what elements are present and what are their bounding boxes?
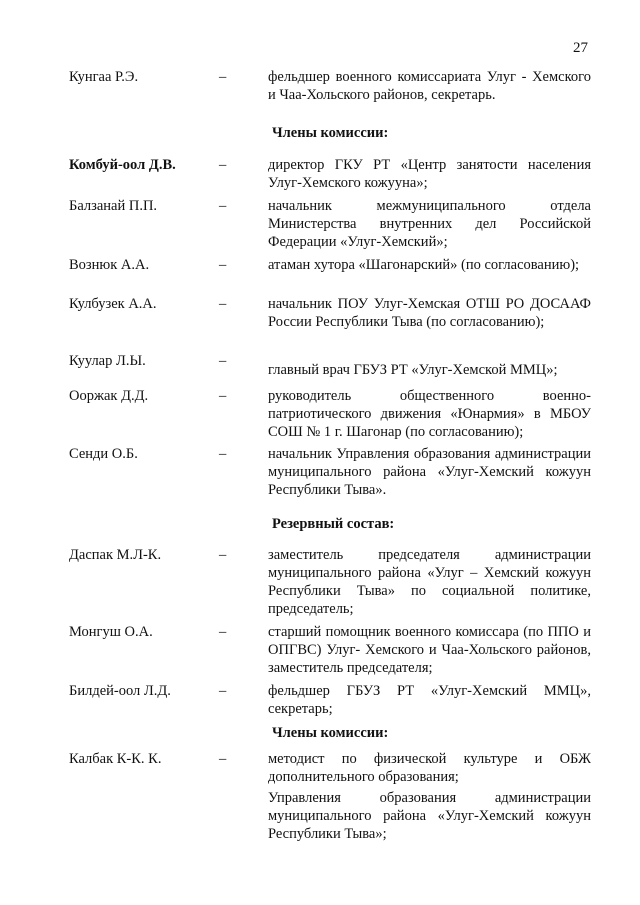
dash-separator: – bbox=[219, 683, 227, 699]
dash-separator: – bbox=[219, 296, 227, 312]
member-name: Кунгаа Р.Э. bbox=[69, 69, 139, 85]
dash-separator: – bbox=[219, 388, 227, 404]
member-position: старший помощник военного комиссара (по ППО и ОПГВС) Улуг- Хемского и Чаа-Хольского районов, заместитель председателя; bbox=[268, 624, 591, 676]
member-name: Билдей-оол Л.Д. bbox=[69, 683, 171, 699]
dash-separator: – bbox=[219, 198, 227, 214]
member-name: Комбуй-оол Д.В. bbox=[69, 157, 176, 173]
page-number: 27 bbox=[573, 40, 588, 56]
member-position: директор ГКУ РТ «Центр занятости населения Улуг-Хемского кожууна»; bbox=[268, 157, 591, 191]
member-position: начальник межмуниципального отдела Министерства внутренних дел Российской Федерации «Улуг-Хемский»; bbox=[268, 198, 591, 250]
member-position: главный врач ГБУЗ РТ «Улуг-Хемской ММЦ»; bbox=[268, 362, 558, 378]
dash-separator: – bbox=[219, 624, 227, 640]
member-name: Куулар Л.Ы. bbox=[69, 353, 146, 369]
member-position: Управления образования администрации муниципального района «Улуг-Хемский кожуун Республики Тыва»; bbox=[268, 790, 591, 842]
member-position: методист по физической культуре и ОБЖ дополнительного образования; bbox=[268, 751, 591, 785]
dash-separator: – bbox=[219, 751, 227, 767]
member-name: Кулбузек А.А. bbox=[69, 296, 157, 312]
member-position: заместитель председателя администрации муниципального района «Улуг – Хемский кожуун Республики Тыва» по социальной политике, председатель; bbox=[268, 547, 591, 617]
member-name: Калбак К-К. К. bbox=[69, 751, 162, 767]
member-name: Балзанай П.П. bbox=[69, 198, 158, 214]
section-heading-members: Члены комиссии: bbox=[272, 125, 389, 141]
member-name: Вознюк А.А. bbox=[69, 257, 150, 273]
section-heading-reserve: Резервный состав: bbox=[272, 516, 395, 532]
dash-separator: – bbox=[219, 446, 227, 462]
member-name: Сенди О.Б. bbox=[69, 446, 138, 462]
dash-separator: – bbox=[219, 257, 227, 273]
member-name: Даспак М.Л-К. bbox=[69, 547, 162, 563]
member-position: атаман хутора «Шагонарский» (по согласованию); bbox=[268, 257, 580, 273]
member-position: фельдшер ГБУЗ РТ «Улуг-Хемский ММЦ», секретарь; bbox=[268, 683, 591, 717]
dash-separator: – bbox=[219, 157, 227, 173]
member-name: Монгуш О.А. bbox=[69, 624, 153, 640]
member-position: начальник Управления образования администрации муниципального района «Улуг-Хемский кожуун Республики Тыва». bbox=[268, 446, 591, 498]
dash-separator: – bbox=[219, 547, 227, 563]
member-position: начальник ПОУ Улуг-Хемская ОТШ РО ДОСААФ России Республики Тыва (по согласованию); bbox=[268, 296, 591, 330]
dash-separator: – bbox=[219, 69, 227, 85]
member-name: Ооржак Д.Д. bbox=[69, 388, 149, 404]
member-position: фельдшер военного комиссариата Улуг - Хемского и Чаа-Хольского районов, секретарь. bbox=[268, 69, 591, 103]
dash-separator: – bbox=[219, 353, 227, 369]
section-heading-members: Члены комиссии: bbox=[272, 725, 389, 741]
member-position: руководитель общественного военно-патриотического движения «Юнармия» в МБОУ СОШ № 1 г. Шагонар (по согласованию); bbox=[268, 388, 591, 440]
